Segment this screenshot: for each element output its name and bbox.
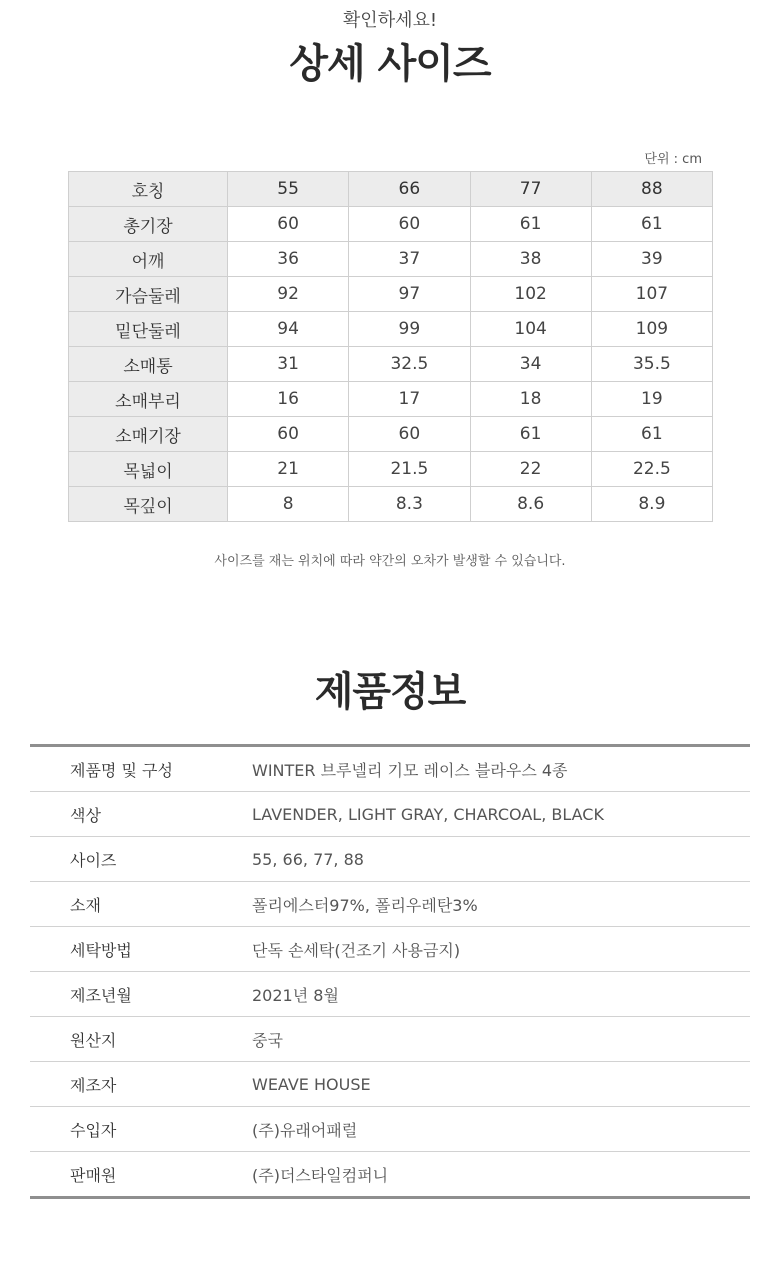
header-cell-77: 77: [470, 172, 591, 207]
size-note: 사이즈를 재는 위치에 따라 약간의 오차가 발생할 수 있습니다.: [214, 554, 566, 569]
info-label: 소재: [70, 895, 101, 915]
info-row: [30, 972, 750, 1017]
size-cell: 22.5: [591, 452, 712, 487]
info-value: 중국: [252, 1030, 283, 1050]
header-cell-66: 66: [349, 172, 470, 207]
info-value: 55, 66, 77, 88: [252, 849, 364, 869]
size-cell: 8.3: [349, 487, 470, 522]
size-cell: 39: [591, 242, 712, 277]
info-value: 폴리에스터97%, 폴리우레탄3%: [252, 895, 478, 915]
size-cell: 61: [591, 207, 712, 242]
info-label: 수입자: [70, 1120, 117, 1140]
size-cell: 60: [228, 417, 349, 452]
info-label: 제조자: [70, 1075, 117, 1095]
size-cell: 60: [228, 207, 349, 242]
info-value: (주)유래어패럴: [252, 1120, 358, 1140]
header-cell-88: 88: [591, 172, 712, 207]
size-cell: 94: [228, 312, 349, 347]
unit-label: 단위 : cm: [644, 152, 702, 167]
size-title: 상세 사이즈: [289, 41, 491, 87]
info-label: 세탁방법: [70, 940, 132, 960]
size-cell: 61: [470, 417, 591, 452]
size-cell: 97: [349, 277, 470, 312]
size-cell: 36: [228, 242, 349, 277]
size-cell: 8.6: [470, 487, 591, 522]
row-label: 목넓이: [69, 452, 228, 487]
size-cell: 38: [470, 242, 591, 277]
header-cell-label: 호칭: [69, 172, 228, 207]
size-cell: 60: [349, 417, 470, 452]
info-label: 판매원: [70, 1165, 117, 1185]
info-row: [30, 747, 750, 792]
size-subtitle: 확인하세요!: [342, 10, 438, 31]
size-row: [69, 277, 713, 312]
size-cell: 21: [228, 452, 349, 487]
size-cell: 19: [591, 382, 712, 417]
info-value: WINTER 브루넬리 기모 레이스 블라우스 4종: [252, 760, 568, 780]
size-row: [69, 452, 713, 487]
size-cell: 104: [470, 312, 591, 347]
header-cell-55: 55: [228, 172, 349, 207]
info-row: [30, 1017, 750, 1062]
info-row: [30, 837, 750, 882]
row-label: 총기장: [69, 207, 228, 242]
size-row: [69, 347, 713, 382]
size-row: [69, 207, 713, 242]
row-label: 밑단둘레: [69, 312, 228, 347]
size-row: [69, 417, 713, 452]
size-cell: 18: [470, 382, 591, 417]
row-label: 소매부리: [69, 382, 228, 417]
info-row: [30, 1107, 750, 1152]
size-cell: 8.9: [591, 487, 712, 522]
row-label: 소매기장: [69, 417, 228, 452]
info-label: 원산지: [70, 1030, 117, 1050]
size-cell: 17: [349, 382, 470, 417]
size-row: [69, 382, 713, 417]
info-label: 사이즈: [70, 850, 117, 870]
info-row: [30, 882, 750, 927]
size-table: [68, 171, 713, 522]
size-row: [69, 487, 713, 522]
info-value: LAVENDER, LIGHT GRAY, CHARCOAL, BLACK: [252, 804, 604, 824]
size-cell: 16: [228, 382, 349, 417]
info-label: 제품명 및 구성: [70, 760, 173, 780]
size-cell: 22: [470, 452, 591, 487]
size-cell: 102: [470, 277, 591, 312]
size-cell: 60: [349, 207, 470, 242]
size-cell: 92: [228, 277, 349, 312]
row-label: 가슴둘레: [69, 277, 228, 312]
size-cell: 37: [349, 242, 470, 277]
info-value: (주)더스타일컴퍼니: [252, 1165, 389, 1185]
size-cell: 61: [591, 417, 712, 452]
size-cell: 61: [470, 207, 591, 242]
size-cell: 8: [228, 487, 349, 522]
size-cell: 31: [228, 347, 349, 382]
info-row: [30, 792, 750, 837]
info-row: [30, 1152, 750, 1196]
product-info-table: [30, 744, 750, 1199]
info-row: [30, 1062, 750, 1107]
info-row: [30, 927, 750, 972]
row-label: 어깨: [69, 242, 228, 277]
size-cell: 32.5: [349, 347, 470, 382]
row-label: 목깊이: [69, 487, 228, 522]
info-label: 색상: [70, 805, 101, 825]
size-table-header: [69, 172, 713, 207]
size-cell: 99: [349, 312, 470, 347]
info-title: 제품정보: [314, 669, 466, 715]
size-cell: 34: [470, 347, 591, 382]
info-value: 2021년 8월: [252, 985, 339, 1005]
size-row: [69, 242, 713, 277]
info-value: WEAVE HOUSE: [252, 1074, 371, 1094]
row-label: 소매통: [69, 347, 228, 382]
size-cell: 109: [591, 312, 712, 347]
size-cell: 107: [591, 277, 712, 312]
size-cell: 21.5: [349, 452, 470, 487]
size-row: [69, 312, 713, 347]
size-cell: 35.5: [591, 347, 712, 382]
info-value: 단독 손세탁(건조기 사용금지): [252, 940, 461, 960]
info-label: 제조년월: [70, 985, 132, 1005]
